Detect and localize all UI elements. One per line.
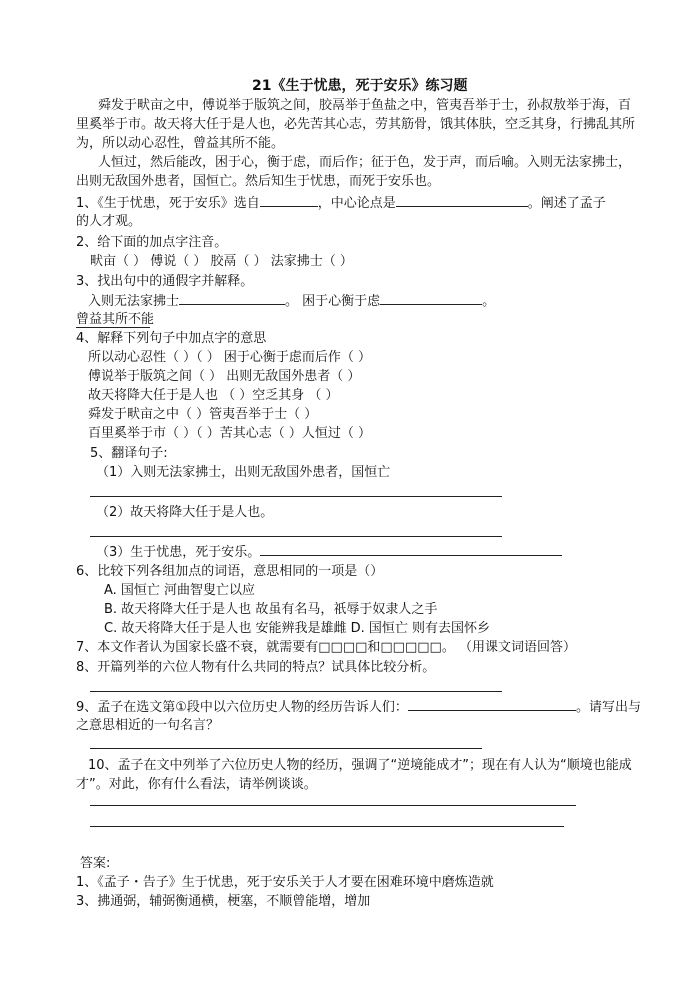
question-4-line-5: 百里奚举于市（ ）（ ）苦其心志（ ）人恒过（ ） <box>88 426 372 441</box>
question-3-line <box>88 291 495 311</box>
q3-blank-b[interactable] <box>380 291 482 305</box>
question-3-stem: 3、找出句中的通假字并解释。 <box>76 274 254 289</box>
question-4-stem: 4、解释下列句子中加点字的意思 <box>76 331 267 346</box>
q10-answer-line-1[interactable] <box>90 805 576 806</box>
passage-line-4: 人恒过，然后能改，困于心，衡于虑，而后作；征于色，发于声，而后喻。入则无法家拂士， <box>98 155 632 170</box>
q10-answer-line-2[interactable] <box>90 826 564 827</box>
q5-answer-line-3[interactable] <box>260 542 562 556</box>
q9-part-b: 。请写出与 <box>575 700 641 715</box>
question-8: 8、开篇列举的六位人物有什么共同的特点？试具体比较分析。 <box>76 660 436 675</box>
question-6-option-cd: C. 故天将降大任于是人也 安能辨我是雄雌 D. 国恒亡 则有去国怀乡 <box>104 621 491 636</box>
question-9-cont: 之意思相近的一句名言？ <box>76 718 220 733</box>
q3-blank-c[interactable] <box>76 327 150 328</box>
q3-end: 。 <box>482 294 496 309</box>
q5-sentence-3-text: （3）生于忧患，死于安乐。 <box>96 545 261 560</box>
answer-3: 3、拂通弼，辅弼衡通横，梗塞，不顺曾能增，增加 <box>76 894 371 909</box>
question-5-sentence-2: （2）故天将降大任于是人也。 <box>96 505 274 520</box>
passage-line-1: 舜发于畎亩之中，傅说举于版筑之间，胶鬲举于鱼盐之中，管夷吾举于士，孙叔敖举于海，百 <box>98 98 632 113</box>
question-2-stem: 2、给下面的加点字注音。 <box>76 235 228 250</box>
question-1 <box>76 193 606 213</box>
passage-line-3: 为，所以动心忍性，曾益其所不能。 <box>76 136 285 151</box>
answers-label: 答案: <box>80 856 111 871</box>
question-5-stem: 5、翻译句子: <box>90 446 168 461</box>
question-4-line-4: 舜发于畎亩之中（ ）管夷吾举于士（ ） <box>88 407 318 422</box>
q9-blank[interactable] <box>408 697 576 711</box>
question-4-line-1: 所以动心忍性（ ）（ ） 困于心衡于虑而后作（ ） <box>88 350 372 365</box>
question-7: 7、本文作者认为国家长盛不衰，就需要有□□□□和□□□□□。 （用课文词语回答） <box>76 640 576 655</box>
passage-line-5: 出则无敌国外患者，国恒亡。然后知生于忧患，而死于安乐也。 <box>76 174 441 189</box>
q9-answer-line[interactable] <box>90 748 482 749</box>
question-4-line-3: 故天将降大任于是人也 （ ）空乏其身 （ ） <box>88 388 339 403</box>
q1-part-a: 1、《生于忧患，死于安乐》选自 <box>76 196 260 211</box>
q5-answer-line-1[interactable] <box>90 496 502 497</box>
q1-part-c: 。阐述了孟子 <box>527 196 606 211</box>
q3-phrase-a: 入则无法家拂士 <box>88 294 180 309</box>
question-1-cont: 的人才观。 <box>76 214 142 229</box>
q1-blank-source[interactable] <box>260 193 318 207</box>
q8-answer-line[interactable] <box>90 691 502 692</box>
q1-blank-thesis[interactable] <box>396 193 528 207</box>
worksheet-title: 21《生于忧患，死于安乐》练习题 <box>252 78 468 94</box>
question-9 <box>76 697 641 717</box>
passage-line-2: 里奚举于市。故天将大任于是人也，必先苦其心志，劳其筋骨，饿其体肤，空乏其身，行拂乱其所 <box>76 117 636 132</box>
q9-part-a: 9、孟子在选文第①段中以六位历史人物的经历告诉人们： <box>76 700 408 715</box>
question-3-line-2: 曾益其所不能 <box>76 312 155 327</box>
answer-1: 1、《孟子・告子》生于忧患，死于安乐关于人才要在困难环境中磨炼造就 <box>76 875 494 890</box>
q3-blank-a[interactable] <box>179 291 285 305</box>
q5-answer-line-2[interactable] <box>90 536 502 537</box>
q1-part-b: ，中心论点是 <box>317 196 396 211</box>
question-6-option-b: B. 故天将降大任于是人也 故虽有名马，祇辱于奴隶人之手 <box>104 602 438 617</box>
question-6-stem: 6、比较下列各组加点的词语，意思相同的一项是（） <box>76 564 384 579</box>
question-10: 10、孟子在文中列举了六位历史人物的经历，强调了“逆境能成才”；现在有人认为“顺境也能成 <box>88 758 632 773</box>
question-4-line-2: 傅说举于版筑之间（ ） 出则无敌国外患者（ ） <box>88 369 361 384</box>
question-6-option-a: A. 国恒亡 河曲智叟亡以应 <box>104 583 256 598</box>
question-10-cont: 才”。对此，你有什么看法，请举例谈谈。 <box>76 777 317 792</box>
q3-phrase-b: 。 困于心衡于虑 <box>285 294 381 309</box>
question-5-sentence-1: （1）入则无法家拂士，出则无敌国外患者，国恒亡 <box>96 465 391 480</box>
question-5-sentence-3 <box>96 542 562 562</box>
question-2-items: 畎亩（ ） 傅说（ ） 胶鬲（ ） 法家拂士（ ） <box>90 254 353 269</box>
